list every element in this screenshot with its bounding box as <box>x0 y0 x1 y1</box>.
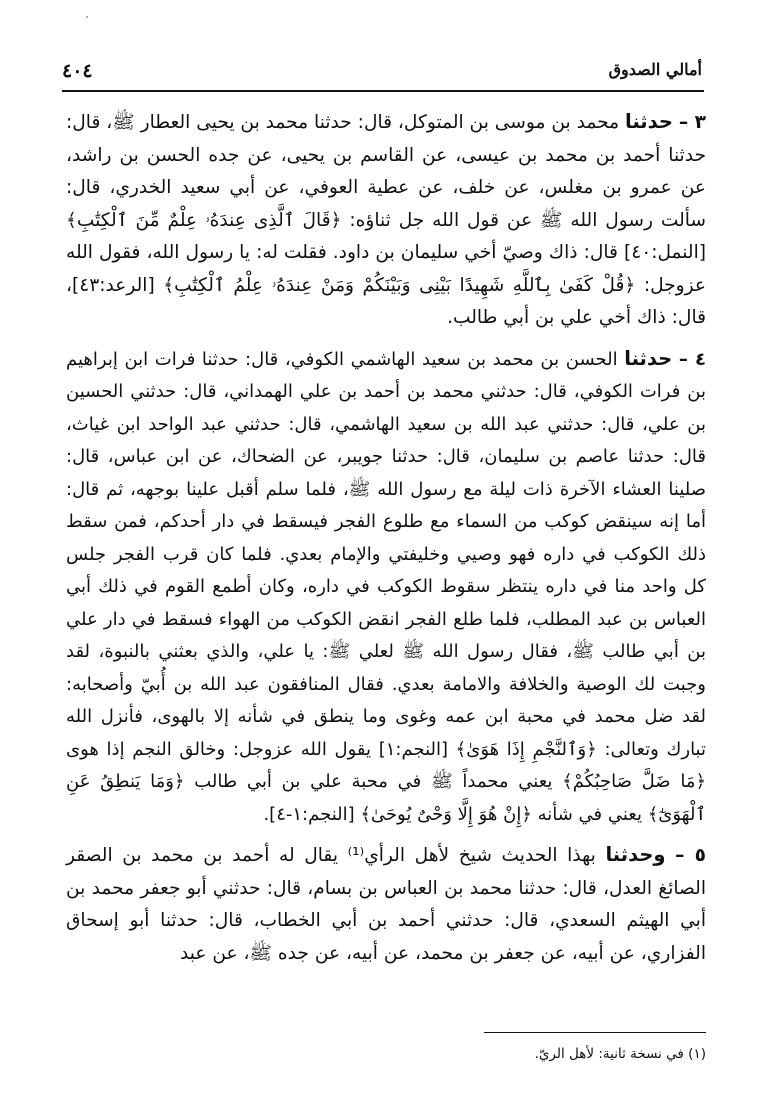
book-title: أمالي الصدوق <box>608 60 702 79</box>
footnote-divider <box>484 1032 706 1033</box>
hadith-text: الحسن بن محمد بن سعيد الهاشمي الكوفي، قال: حدثنا فرات ابن إبراهيم بن فرات الكوفي، قال: حدثني محمد بن أحمد بن علي الهمداني، قال: حدثني الحسين بن علي، قال: حدثني عبد الله بن سعيد الهاشمي، قال: حدثني عبد الواحد ابن غياث، قال: حدثنا عاصم بن سليمان، قال: حدثنا جويبر، عن الضحاك، عن ابن عباس، قال: صلينا العشاء الآخرة ذات ليلة مع رسول الله ﷺ، فلما سلم أقبل علينا بوجهه، ثم قال: أما إنه سينقض كوكب من السماء مع طلوع الفجر فيسقط في دار أحدكم، فمن سقط ذلك الكوكب في داره فهو وصيي وخليفتي والإمام بعدي. فلما كان قرب الفجر جلس كل واحد منا في داره ينتظر سقوط الكوكب في داره، وكان أطمع القوم في ذلك أبي العباس بن عبد المطلب، فلما طلع الفجر انقض الكوكب من الهواء فسقط في دار علي بن أبي طالب ﷺ، فقال رسول الله ﷺ لعلي ﷺ: يا علي، والذي بعثني بالنبوة، لقد وجبت لك الوصية والخلافة والامامة بعدي. فقال المنافقون عبد الله بن أُبيّ وأصحابه: لقد ضل محمد في محبة ابن عمه وغوى وما ينطق في شأنه إلا بالهوى، فأنزل الله تبارك وتعالى: ﴿وَٱلنَّجْمِ إِذَا هَوَىٰ﴾ [النجم:١] يقول الله عزوجل: وخالق النجم إذا هوى ﴿مَا ضَلَّ صَاحِبُكُمْ﴾ يعني محمداً ﷺ في محبة علي بن أبي طالب ﴿وَمَا يَنطِقُ عَنِ ٱلْهَوَىٰٓ﴾ يعني في شأنه ﴿إِنْ هُوَ إِلَّا وَحْىٌ يُوحَىٰ﴾ [النجم:١-٤]. <box>66 348 706 825</box>
hadith-number: ٤ – <box>678 348 706 370</box>
hadith-number: ٥ – <box>675 845 706 866</box>
hadith-lead-word: حدثنا <box>625 110 673 133</box>
hadith-paragraph-3 <box>66 106 706 335</box>
page-number: ٤٠٤ <box>62 60 93 82</box>
scan-speck <box>86 16 88 18</box>
hadith-paragraph-5 <box>66 839 706 970</box>
running-header <box>62 52 702 88</box>
hadith-paragraph-4 <box>66 343 706 832</box>
header-divider <box>62 90 704 92</box>
hadith-lead-word: وحدثنا <box>605 843 666 866</box>
hadith-lead-word: حدثنا <box>624 346 673 370</box>
main-text <box>66 106 706 978</box>
hadith-text: محمد بن موسى بن المتوكل، قال: حدثنا محمد بن يحيى العطار ﷺ، قال: حدثنا أحمد بن محمد بن عيسى، عن القاسم بن يحيى، عن جده الحسن بن راشد، عن عمرو بن مغلس، عن خلف، عن عطية العوفي، عن أبي سعيد الخدري، قال: سألت رسول الله ﷺ عن قول الله جل ثناؤه: ﴿قَالَ ٱلَّذِى عِندَهُۥ عِلْمٌ مِّنَ ٱلْكِتَٰبِ﴾ [النمل:٤٠] قال: ذاك وصيّ أخي سليمان بن داود. فقلت له: يا رسول الله، فقول الله عزوجل: ﴿قُلْ كَفَىٰ بِٱللَّهِ شَهِيدًا بَيْنِى وَبَيْنَكُمْ وَمَنْ عِندَهُۥ عِلْمُ ٱلْكِتَٰبِ﴾ [الرعد:٤٣]، قال: ذاك أخي علي بن أبي طالب. <box>66 112 706 328</box>
footnote: (١) في نسخة ثانية: لأهل الريّ. <box>534 1046 706 1062</box>
hadith-number: ٣ – <box>678 112 706 133</box>
hadith-text: بهذا الحديث شيخ لأهل الرأي⁽¹⁾ يقال له أحمد بن محمد بن الصقر الصائغ العدل، قال: حدثنا محمد بن العباس بن بسام، قال: حدثني أبو جعفر محمد بن أبي الهيثم السعدي، قال: حدثني أحمد بن أبي الخطاب، قال: حدثنا أبو إسحاق الفزاري، عن أبيه، عن جعفر بن محمد، عن أبيه، عن جده ﷺ، عن عبد <box>66 845 706 964</box>
